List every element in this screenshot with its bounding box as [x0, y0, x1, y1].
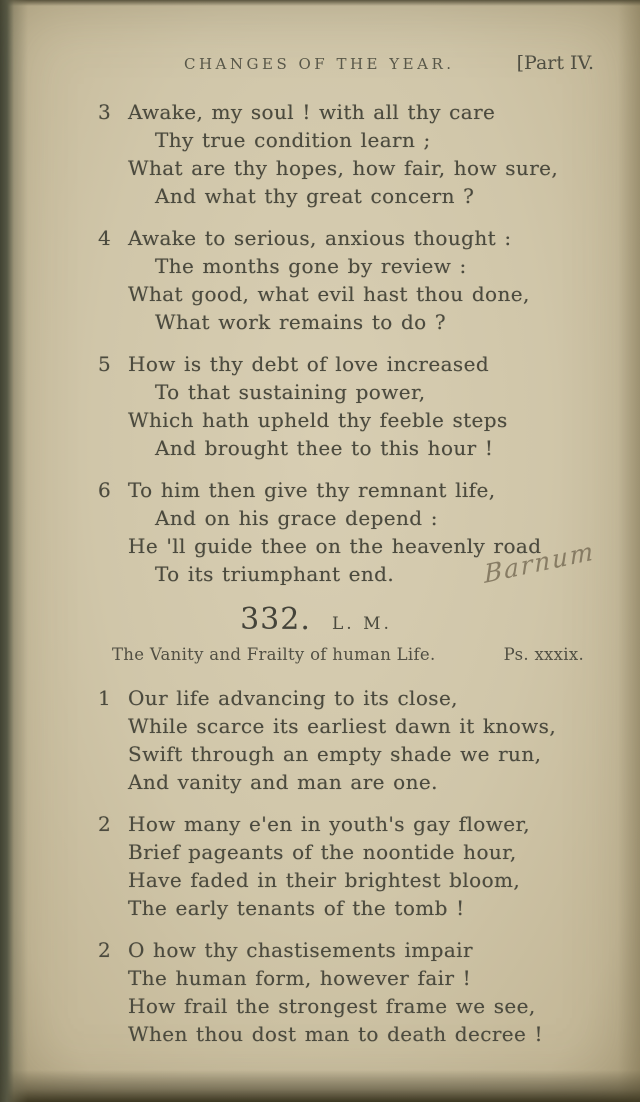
verse — [98, 350, 594, 462]
verse — [98, 98, 594, 210]
verse-line: And what thy great concern ? — [155, 184, 475, 208]
verse-line: How is thy debt of love increased — [128, 352, 490, 376]
verse-line: What good, what evil hast thou done, — [128, 282, 530, 306]
verse-line: What work remains to do ? — [155, 310, 446, 334]
verse-number: 5 — [98, 352, 112, 376]
verse-line: Awake to serious, anxious thought : — [128, 226, 512, 250]
verse-line: How frail the strongest frame we see, — [128, 994, 536, 1018]
scripture-reference: Ps. xxxix. — [503, 645, 584, 664]
page-header — [98, 52, 594, 74]
verse-line: To him then give thy remnant life, — [128, 478, 496, 502]
verse-line: To that sustaining power, — [155, 380, 426, 404]
verse-line: Have faded in their brightest bloom, — [128, 868, 521, 892]
hymn-subtitle-text: The Vanity and Frailty of human Life. — [112, 645, 436, 664]
verse-line: To its triumphant end. — [155, 562, 395, 586]
verse-line: And on his grace depend : — [155, 506, 438, 530]
verse-line: Brief pageants of the noontide hour, — [128, 840, 517, 864]
verse-number: 3 — [98, 100, 112, 124]
verse — [98, 810, 594, 922]
verse-line: The human form, however fair ! — [128, 966, 472, 990]
handwritten-annotation: Barnum — [483, 536, 596, 589]
verse-line: Our life advancing to its close, — [128, 686, 458, 710]
verse-line: And vanity and man are one. — [128, 770, 438, 794]
verse-number: 4 — [98, 226, 112, 250]
hymn-number: 332. — [240, 602, 311, 637]
hymn-subtitle — [112, 645, 584, 664]
verse-line: O how thy chastisements impair — [128, 938, 473, 962]
verse-line: Awake, my soul ! with all thy care — [128, 100, 496, 124]
verse — [98, 224, 594, 336]
hymn-heading — [98, 602, 534, 637]
verse-line: How many e'en in youth's gay flower, — [128, 812, 530, 836]
verse-number: 6 — [98, 478, 112, 502]
running-title: CHANGES OF THE YEAR. — [184, 55, 455, 73]
verse-line: The months gone by review : — [155, 254, 467, 278]
hymn-meter: L. M. — [331, 614, 392, 634]
verse — [98, 684, 594, 796]
part-label: [Part IV. — [516, 52, 594, 74]
verse-number: 2 — [98, 812, 112, 836]
verse-line: And brought thee to this hour ! — [155, 436, 494, 460]
verse-line: Thy true condition learn ; — [155, 128, 431, 152]
verse-line: While scarce its earliest dawn it knows, — [128, 714, 557, 738]
verse-number: 1 — [98, 686, 112, 710]
verse — [98, 936, 594, 1048]
verse-line: When thou dost man to death decree ! — [128, 1022, 543, 1046]
verse-line: He 'll guide thee on the heavenly road — [128, 534, 542, 558]
verse-line: The early tenants of the tomb ! — [128, 896, 465, 920]
hymn-332-verses — [98, 684, 594, 1048]
verse-line: What are thy hopes, how fair, how sure, — [128, 156, 559, 180]
verse-line: Which hath upheld thy feeble steps — [128, 408, 508, 432]
verse-number: 2 — [98, 938, 112, 962]
hymn-previous-verses — [98, 98, 594, 588]
verse-line: Swift through an empty shade we run, — [128, 742, 542, 766]
